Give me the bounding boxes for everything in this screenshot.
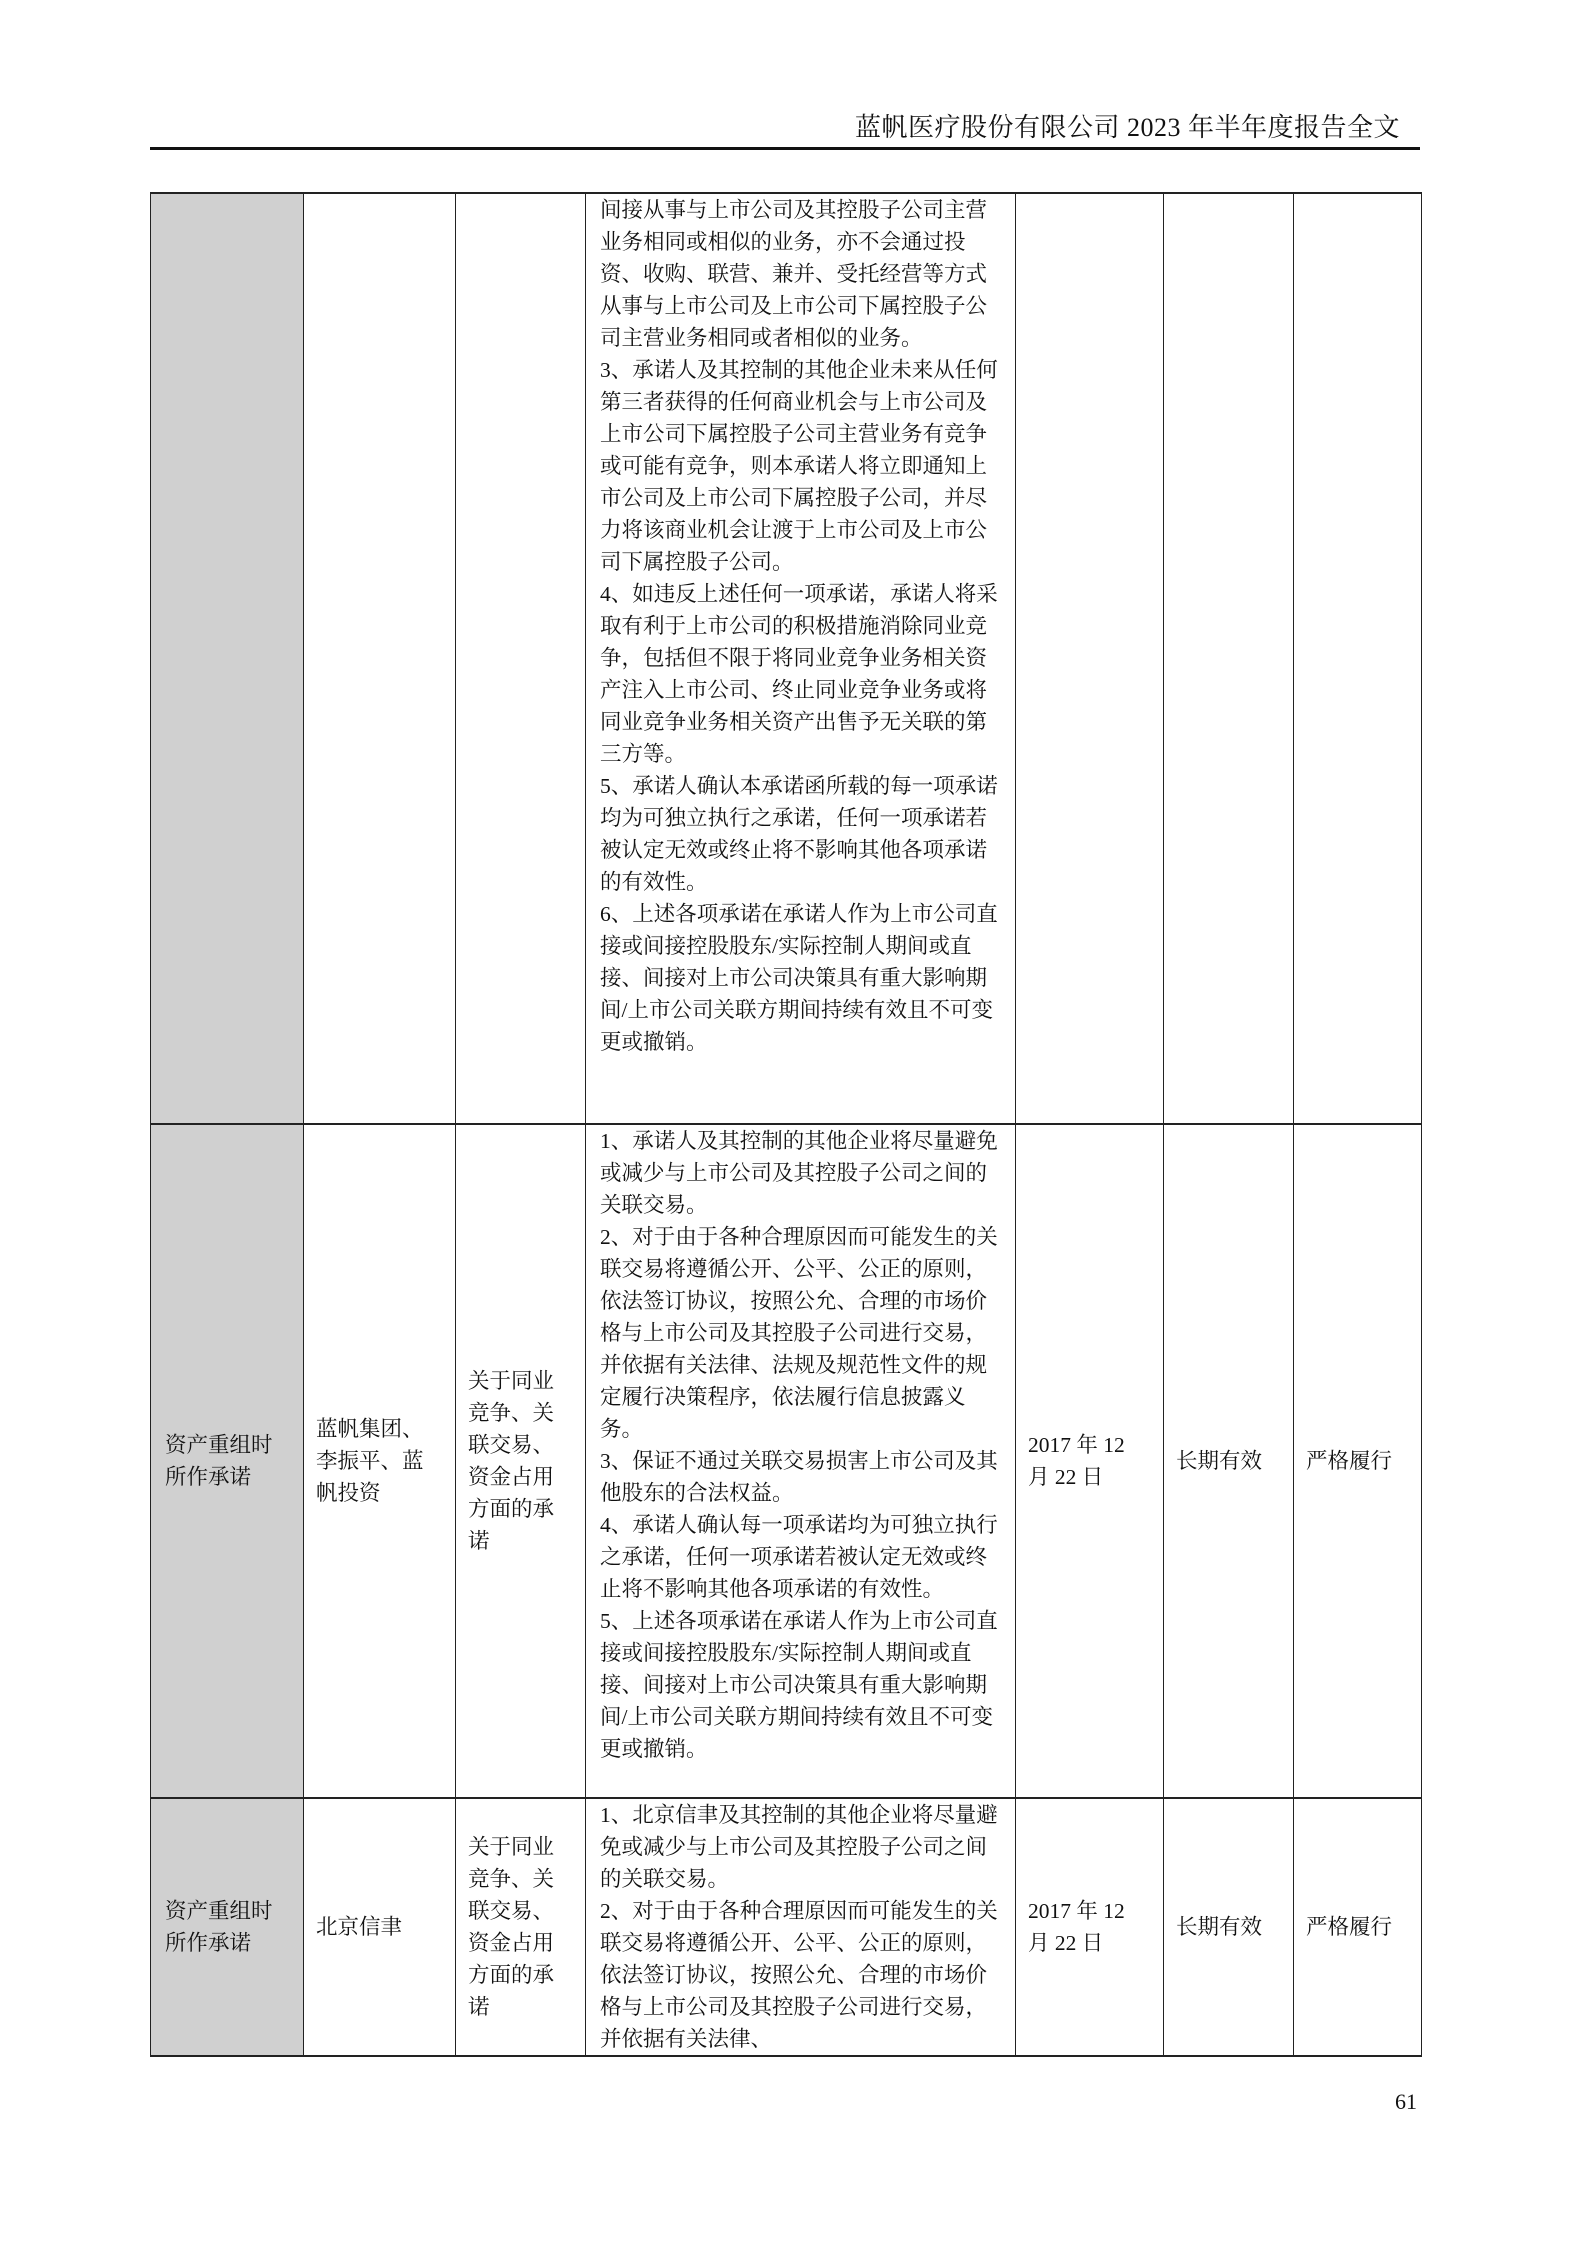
- content-paragraph: 2、对于由于各种合理原因而可能发生的关联交易将遵循公开、公平、公正的原则，依法签订协议，按照公允、合理的市场价格与上市公司及其控股子公司进行交易，并依据有关法律、法规及规范性文件的规定履行决策程序，依法履行信息披露义务。: [600, 1225, 998, 1441]
- table-row: [151, 193, 1422, 1124]
- content-paragraph: 间接从事与上市公司及其控股子公司主营业务相同或相似的业务，亦不会通过投资、收购、联营、兼并、受托经营等方式从事与上市公司及上市公司下属控股子公司主营业务相同或者相似的业务。: [600, 198, 988, 350]
- table-row: [151, 1798, 1422, 2056]
- report-header-title: 蓝帆医疗股份有限公司 2023 年半年度报告全文: [854, 113, 1400, 142]
- promisor-cell: 蓝帆集团、李振平、蓝帆投资: [304, 1124, 456, 1798]
- page-number: 61: [1395, 2089, 1417, 2114]
- commitment-content-cell: [586, 1124, 1016, 1798]
- commitment-category-cell: [151, 193, 304, 1124]
- commitment-date-cell: 2017 年 12 月 22 日: [1016, 1124, 1164, 1798]
- commitment-term-cell: 长期有效: [1164, 1798, 1294, 2056]
- header-divider: [150, 147, 1420, 150]
- commitments-table: [150, 192, 1422, 2057]
- commitment-date-cell: 2017 年 12 月 22 日: [1016, 1798, 1164, 2056]
- content-paragraph: 5、承诺人确认本承诺函所载的每一项承诺均为可独立执行之承诺，任何一项承诺若被认定无效或终止将不影响其他各项承诺的有效性。: [600, 774, 998, 894]
- commitment-category-cell: 资产重组时所作承诺: [151, 1798, 304, 2056]
- commitment-term-cell: [1164, 193, 1294, 1124]
- commitment-term-cell: 长期有效: [1164, 1124, 1294, 1798]
- promisor-cell: [304, 193, 456, 1124]
- content-paragraph: 6、上述各项承诺在承诺人作为上市公司直接或间接控股股东/实际控制人期间或直接、间接对上市公司决策具有重大影响期间/上市公司关联方期间持续有效且不可变更或撤销。: [600, 902, 998, 1054]
- content-paragraph: 3、保证不通过关联交易损害上市公司及其他股东的合法权益。: [600, 1449, 998, 1505]
- commitment-content-cell: [586, 1798, 1016, 2056]
- fulfillment-status-cell: 严格履行: [1294, 1124, 1422, 1798]
- commitment-date-cell: [1016, 193, 1164, 1124]
- commitment-type-cell: 关于同业竞争、关联交易、资金占用方面的承诺: [456, 1798, 586, 2056]
- commitment-content-cell: [586, 193, 1016, 1124]
- commitment-type-cell: 关于同业竞争、关联交易、资金占用方面的承诺: [456, 1124, 586, 1798]
- content-paragraph: 4、承诺人确认每一项承诺均为可独立执行之承诺，任何一项承诺若被认定无效或终止将不影响其他各项承诺的有效性。: [600, 1513, 998, 1601]
- commitment-category-cell: 资产重组时所作承诺: [151, 1124, 304, 1798]
- commitment-type-cell: [456, 193, 586, 1124]
- content-paragraph: 4、如违反上述任何一项承诺，承诺人将采取有利于上市公司的积极措施消除同业竞争，包括但不限于将同业竞争业务相关资产注入上市公司、终止同业竞争业务或将同业竞争业务相关资产出售予无关联的第三方等。: [600, 582, 998, 766]
- content-paragraph: 5、上述各项承诺在承诺人作为上市公司直接或间接控股股东/实际控制人期间或直接、间接对上市公司决策具有重大影响期间/上市公司关联方期间持续有效且不可变更或撤销。: [600, 1609, 998, 1761]
- table-row: [151, 1124, 1422, 1798]
- content-paragraph: 2、对于由于各种合理原因而可能发生的关联交易将遵循公开、公平、公正的原则，依法签订协议，按照公允、合理的市场价格与上市公司及其控股子公司进行交易，并依据有关法律、: [600, 1899, 998, 2051]
- content-paragraph: 3、承诺人及其控制的其他企业未来从任何第三者获得的任何商业机会与上市公司及上市公司下属控股子公司主营业务有竞争或可能有竞争，则本承诺人将立即通知上市公司及上市公司下属控股子公司，并尽力将该商业机会让渡于上市公司及上市公司下属控股子公司。: [600, 358, 998, 574]
- content-paragraph: 1、承诺人及其控制的其他企业将尽量避免或减少与上市公司及其控股子公司之间的关联交易。: [600, 1129, 998, 1217]
- fulfillment-status-cell: 严格履行: [1294, 1798, 1422, 2056]
- content-paragraph: 1、北京信聿及其控制的其他企业将尽量避免或减少与上市公司及其控股子公司之间的关联交易。: [600, 1803, 998, 1891]
- fulfillment-status-cell: [1294, 193, 1422, 1124]
- promisor-cell: 北京信聿: [304, 1798, 456, 2056]
